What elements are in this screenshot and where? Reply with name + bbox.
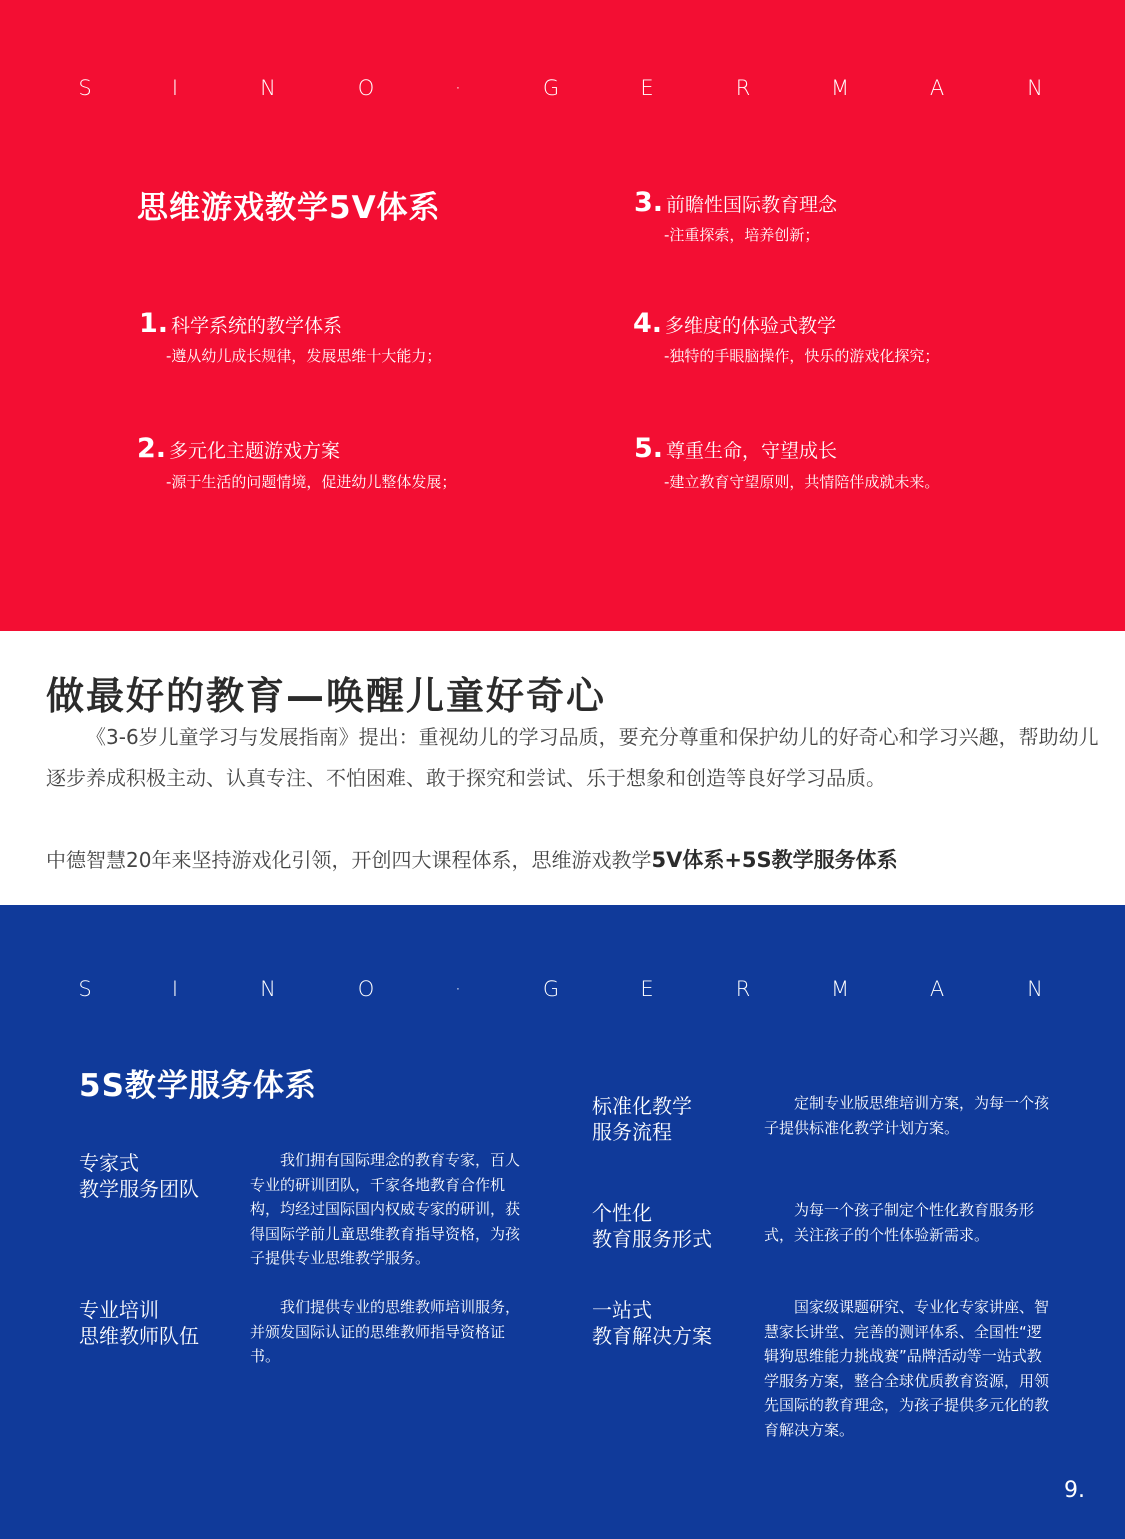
- service-label-line: 服务流程: [592, 1120, 672, 1144]
- top-panel: [0, 0, 1125, 631]
- point-title: 前瞻性国际教育理念: [666, 194, 838, 216]
- summary-highlight: 5V体系+5S教学服务体系: [651, 848, 898, 872]
- point-number: 5.: [634, 433, 664, 464]
- service-label-line: 专业培训: [79, 1298, 159, 1322]
- brand-letter: R: [735, 977, 751, 1001]
- point-title: 多维度的体验式教学: [665, 315, 837, 337]
- brand-letter: M: [830, 977, 850, 1001]
- brand-letter: G: [542, 76, 560, 100]
- point-4-desc: -独特的手眼脑操作，快乐的游戏化探究；: [664, 347, 940, 365]
- service-label-line: 思维教师队伍: [79, 1324, 199, 1348]
- service-1-label: [79, 1150, 199, 1202]
- brand-letter: E: [640, 977, 654, 1001]
- point-2-desc: -源于生活的问题情境，促进幼儿整体发展；: [166, 473, 457, 491]
- service-1-desc: 我们拥有国际理念的教育专家，百人专业的研训团队，千家各地教育合作机构，均经过国际国内权威专家的研训，获得国际学前儿童思维教育指导资格，为孩子提供专业思维教学服务。: [250, 1151, 521, 1267]
- point-3-desc: -注重探索，培养创新；: [664, 226, 820, 244]
- service-label-line: 专家式: [79, 1151, 139, 1175]
- point-5-heading: [634, 433, 837, 464]
- service-3-label: [592, 1093, 692, 1145]
- brand-letter: ·: [454, 977, 462, 1001]
- service-label-line: 标准化教学: [592, 1094, 692, 1118]
- section-title-5v: 思维游戏教学5V体系: [137, 190, 441, 226]
- service-label-line: 一站式: [592, 1298, 652, 1322]
- point-number: 3.: [634, 187, 664, 218]
- service-4-label: [592, 1200, 712, 1252]
- brand-letters-bottom: [0, 977, 1125, 1007]
- section-title-5s: 5S教学服务体系: [79, 1068, 317, 1104]
- brand-letter: O: [357, 76, 375, 100]
- point-number: 4.: [633, 308, 663, 339]
- point-title: 科学系统的教学体系: [171, 315, 343, 337]
- brand-letter: ·: [454, 76, 462, 100]
- brand-letter: I: [171, 76, 179, 100]
- brand-letter: A: [929, 977, 945, 1001]
- service-label-line: 教育解决方案: [592, 1324, 712, 1348]
- brand-letter: N: [260, 76, 276, 100]
- brand-letter: I: [171, 977, 179, 1001]
- brand-letter: G: [542, 977, 560, 1001]
- point-1-desc: -遵从幼儿成长规律，发展思维十大能力；: [166, 347, 442, 365]
- middle-panel: [0, 631, 1125, 905]
- middle-title: 做最好的教育—唤醒儿童好奇心: [46, 674, 607, 718]
- brand-letter: M: [830, 76, 850, 100]
- brand-letter: S: [78, 76, 92, 100]
- middle-summary-line: [46, 840, 1101, 881]
- point-1-heading: [139, 308, 342, 339]
- point-3-heading: [634, 187, 837, 218]
- point-title: 尊重生命，守望成长: [666, 440, 838, 462]
- point-2-heading: [137, 433, 340, 464]
- brand-letter: N: [260, 977, 276, 1001]
- service-2-label: [79, 1297, 199, 1349]
- bottom-panel: [0, 905, 1125, 1539]
- page-number: 9.: [1064, 1478, 1085, 1503]
- summary-text: 中德智慧20年来坚持游戏化引领，开创四大课程体系，思维游戏教学: [46, 848, 652, 872]
- service-2-desc: 我们提供专业的思维教师培训服务，并颁发国际认证的思维教师指导资格证书。: [250, 1298, 521, 1365]
- service-label-line: 个性化: [592, 1201, 652, 1225]
- service-5-label: [592, 1297, 712, 1349]
- brand-letter: E: [640, 76, 654, 100]
- service-label-line: 教学服务团队: [79, 1177, 199, 1201]
- brand-letter: N: [1027, 76, 1043, 100]
- point-title: 多元化主题游戏方案: [169, 440, 341, 462]
- brand-letters-top: [0, 76, 1125, 106]
- service-3-desc: 定制专业版思维培训方案，为每一个孩子提供标准化教学计划方案。: [764, 1094, 1050, 1137]
- point-5-desc: -建立教育守望原则，共情陪伴成就未来。: [664, 473, 940, 491]
- brand-letter: N: [1027, 977, 1043, 1001]
- middle-paragraph: 《3-6岁儿童学习与发展指南》提出：重视幼儿的学习品质，要充分尊重和保护幼儿的好奇心和学习兴趣，帮助幼儿逐步养成积极主动、认真专注、不怕困难、敢于探究和尝试、乐于想象和创造等良好学习品质。: [46, 725, 1099, 790]
- brand-letter: S: [78, 977, 92, 1001]
- service-5-desc: 国家级课题研究、专业化专家讲座、智慧家长讲堂、完善的测评体系、全国性“逻辑狗思维能力挑战赛”品牌活动等一站式教学服务方案，整合全球优质教育资源，用领先国际的教育理念，为孩子提供多元化的教育解决方案。: [764, 1298, 1050, 1439]
- point-number: 2.: [137, 433, 167, 464]
- service-4-desc: 为每一个孩子制定个性化教育服务形式，关注孩子的个性体验新需求。: [764, 1201, 1035, 1244]
- service-label-line: 教育服务形式: [592, 1227, 712, 1251]
- brand-letter: O: [357, 977, 375, 1001]
- brand-letter: A: [929, 76, 945, 100]
- point-number: 1.: [139, 308, 169, 339]
- brand-letter: R: [735, 76, 751, 100]
- point-4-heading: [633, 308, 836, 339]
